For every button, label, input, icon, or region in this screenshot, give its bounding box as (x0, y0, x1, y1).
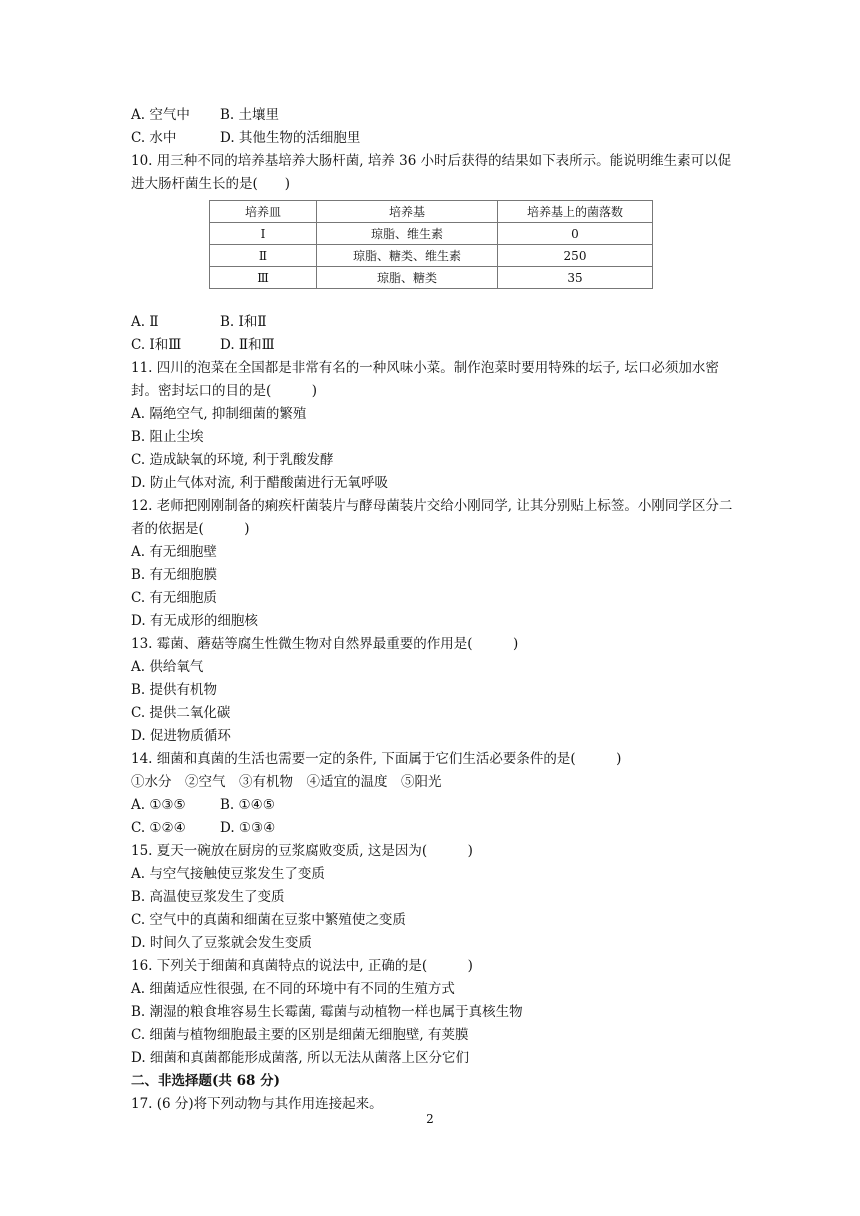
table-header-cell: 培养皿 (210, 201, 317, 223)
table-row (210, 223, 653, 245)
q15-option-a: A. 与空气接触使豆浆发生了变质 (131, 866, 325, 882)
q13-option-d: D. 促进物质循环 (131, 728, 231, 744)
q13-option-a: A. 供给氧气 (131, 659, 204, 675)
q16-option-a: A. 细菌适应性很强, 在不同的环境中有不同的生殖方式 (131, 981, 455, 997)
q9-options-row2 (131, 127, 741, 150)
q12-option-d: D. 有无成形的细胞核 (131, 613, 258, 629)
table-cell: 琼脂、糖类、维生素 (317, 245, 498, 267)
table-cell: 35 (498, 267, 653, 289)
q9-option-c: C. 水中 (131, 130, 177, 146)
q10-table-wrap (209, 200, 741, 289)
q10-option-d: D. Ⅱ和Ⅲ (220, 337, 275, 353)
q9-option-b: B. 土壤里 (220, 107, 280, 123)
q12-option-c: C. 有无细胞质 (131, 590, 217, 606)
table-header-row (210, 201, 653, 223)
q15-stem: 15. 夏天一碗放在厨房的豆浆腐败变质, 这是因为( ) (131, 843, 473, 859)
q16-option-c: C. 细菌与植物细胞最主要的区别是细菌无细胞壁, 有荚膜 (131, 1027, 469, 1043)
section-heading: 二、非选择题(共 68 分) (131, 1073, 280, 1089)
q16-option-d: D. 细菌和真菌都能形成菌落, 所以无法从菌落上区分它们 (131, 1050, 470, 1066)
table-cell: 0 (498, 223, 653, 245)
table-cell: Ⅱ (210, 245, 317, 267)
q13-stem: 13. 霉菌、蘑菇等腐生性微生物对自然界最重要的作用是( ) (131, 636, 519, 652)
q16-option-b: B. 潮湿的粮食堆容易生长霉菌, 霉菌与动植物一样也属于真核生物 (131, 1004, 523, 1020)
q12-option-a: A. 有无细胞壁 (131, 544, 217, 560)
table-cell: Ⅲ (210, 267, 317, 289)
q9-option-d: D. 其他生物的活细胞里 (220, 130, 361, 146)
question-content (131, 104, 741, 1116)
q11-option-a: A. 隔绝空气, 抑制细菌的繁殖 (131, 406, 307, 422)
q11-option-c: C. 造成缺氧的环境, 利于乳酸发酵 (131, 452, 334, 468)
q14-option-d: D. ①③④ (220, 820, 276, 836)
q17-stem: 17. (6 分)将下列动物与其作用连接起来。 (131, 1096, 383, 1112)
table-cell: 琼脂、糖类 (317, 267, 498, 289)
q12-stem: 12. 老师把刚刚制备的痢疾杆菌装片与酵母菌装片交给小刚同学, 让其分别贴上标签。小刚同学区分二者的依据是( ) (131, 498, 733, 537)
q10-option-a: A. Ⅱ (131, 314, 159, 330)
q14-option-a: A. ①③⑤ (131, 797, 186, 813)
table-row (210, 267, 653, 289)
table-header-cell: 培养基 (317, 201, 498, 223)
q14-option-c: C. ①②④ (131, 820, 186, 836)
table-cell: 250 (498, 245, 653, 267)
table-header-cell: 培养基上的菌落数 (498, 201, 653, 223)
q13-option-b: B. 提供有机物 (131, 682, 218, 698)
q14-options-row2 (131, 817, 741, 840)
q16-stem: 16. 下列关于细菌和真菌特点的说法中, 正确的是( ) (131, 958, 473, 974)
q10-option-c: C. Ⅰ和Ⅲ (131, 337, 182, 353)
table-cell: Ⅰ (210, 223, 317, 245)
q14-items: ①水分 ②空气 ③有机物 ④适宜的温度 ⑤阳光 (131, 774, 442, 790)
q10-stem: 10. 用三种不同的培养基培养大肠杆菌, 培养 36 小时后获得的结果如下表所示。能说明维生素可以促进大肠杆菌生长的是( ) (131, 153, 732, 192)
q10-options-row2 (131, 334, 741, 357)
q15-option-d: D. 时间久了豆浆就会发生变质 (131, 935, 312, 951)
table-row (210, 245, 653, 267)
q9-options-row1 (131, 104, 741, 127)
q14-options-row1 (131, 794, 741, 817)
q11-option-d: D. 防止气体对流, 利于醋酸菌进行无氧呼吸 (131, 475, 389, 491)
q15-option-c: C. 空气中的真菌和细菌在豆浆中繁殖使之变质 (131, 912, 406, 928)
page-number: 2 (426, 1112, 434, 1126)
q11-option-b: B. 阻止尘埃 (131, 429, 204, 445)
q11-stem: 11. 四川的泡菜在全国都是非常有名的一种风味小菜。制作泡菜时要用特殊的坛子, 坛口必须加水密封。密封坛口的目的是( ) (131, 360, 719, 399)
q10-results-table (209, 200, 653, 289)
q14-stem: 14. 细菌和真菌的生活也需要一定的条件, 下面属于它们生活必要条件的是( ) (131, 751, 622, 767)
q10-option-b: B. Ⅰ和Ⅱ (220, 314, 267, 330)
q15-option-b: B. 高温使豆浆发生了变质 (131, 889, 285, 905)
q9-option-a: A. 空气中 (131, 107, 190, 123)
q10-options-row1 (131, 311, 741, 334)
q12-option-b: B. 有无细胞膜 (131, 567, 218, 583)
q14-option-b: B. ①④⑤ (220, 797, 275, 813)
table-cell: 琼脂、维生素 (317, 223, 498, 245)
q13-option-c: C. 提供二氧化碳 (131, 705, 231, 721)
